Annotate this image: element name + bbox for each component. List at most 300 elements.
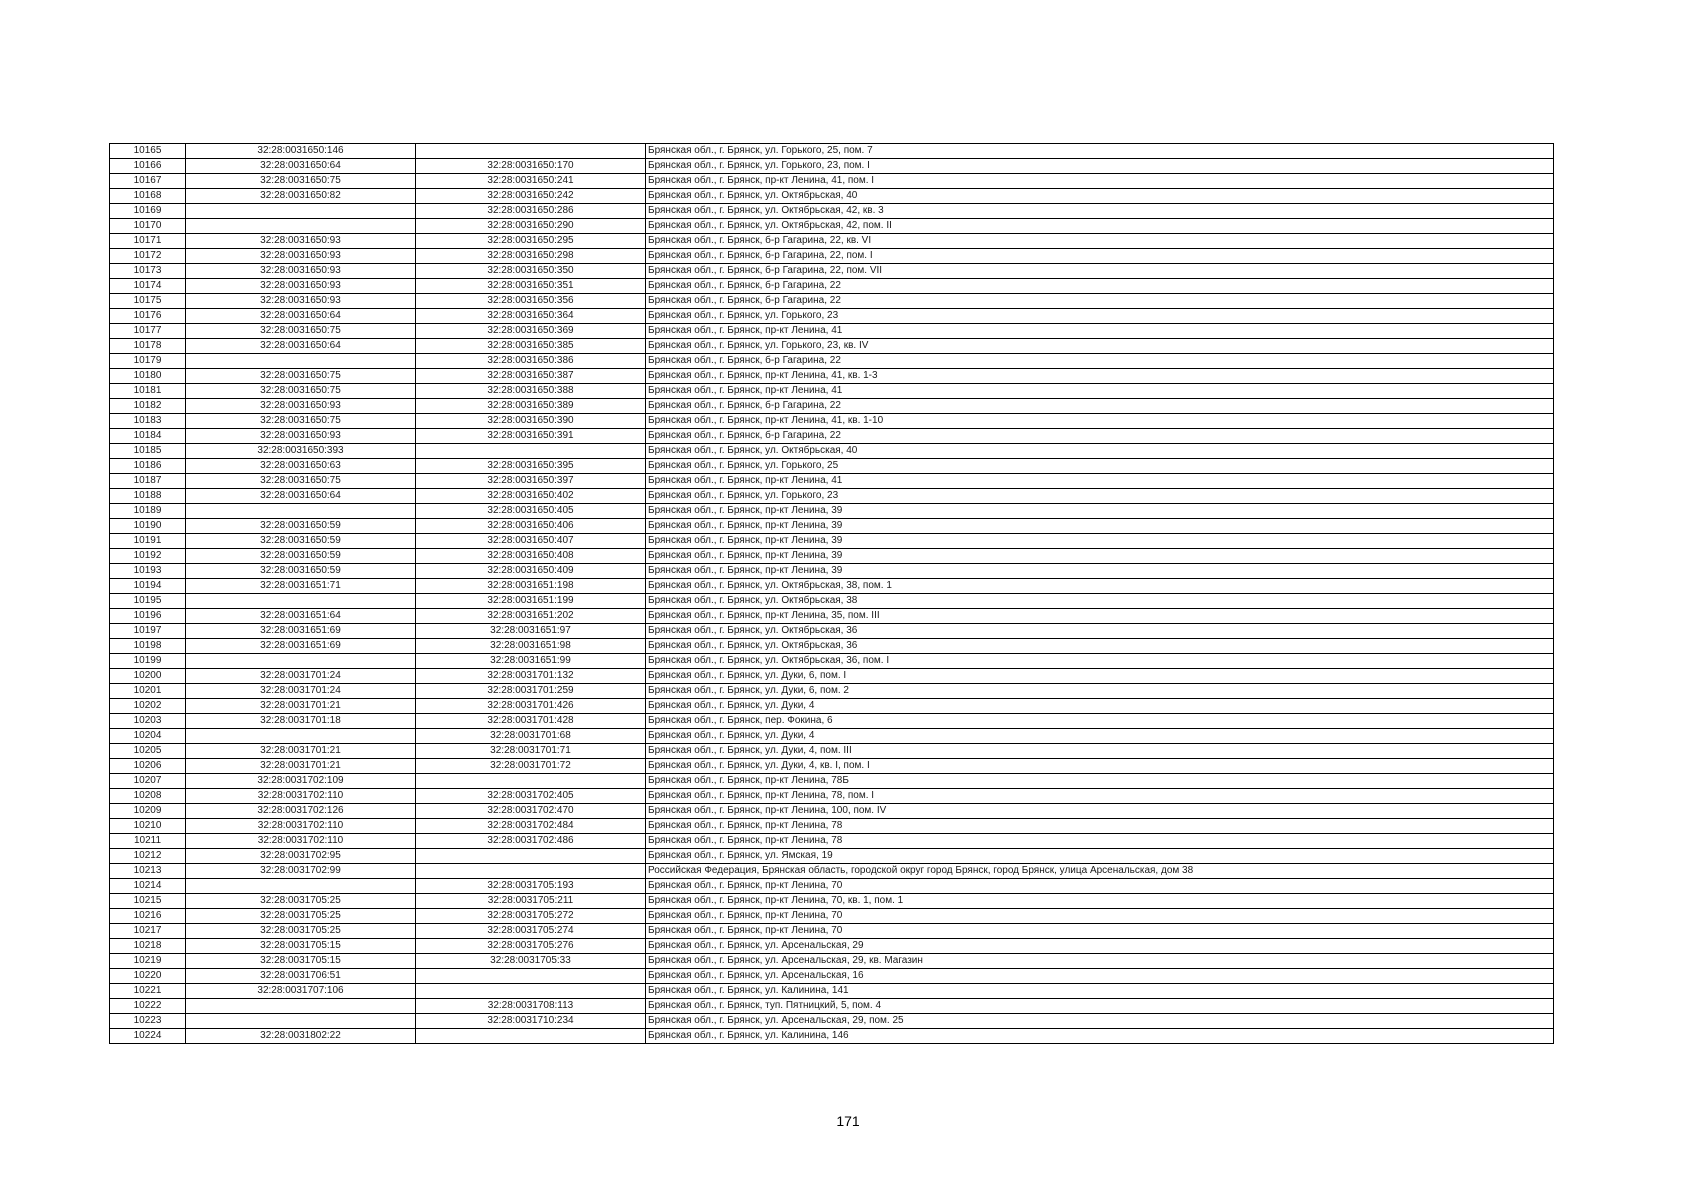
table-row [110,594,1554,609]
row-number-cell: 10200 [110,669,186,684]
address-cell: Брянская обл., г. Брянск, пр-кт Ленина, 39 [646,534,1554,549]
table-row [110,549,1554,564]
land-cadastral-number-cell [186,654,416,669]
land-cadastral-number-cell [186,999,416,1014]
row-number-cell: 10224 [110,1029,186,1044]
address-cell: Брянская обл., г. Брянск, б-р Гагарина, 22, пом. VII [646,264,1554,279]
table-row [110,834,1554,849]
object-cadastral-number-cell: 32:28:0031702:405 [416,789,646,804]
address-cell: Брянская обл., г. Брянск, ул. Дуки, 6, пом. I [646,669,1554,684]
row-number-cell: 10185 [110,444,186,459]
object-cadastral-number-cell: 32:28:0031705:272 [416,909,646,924]
land-cadastral-number-cell: 32:28:0031702:95 [186,849,416,864]
table-row [110,819,1554,834]
object-cadastral-number-cell: 32:28:0031650:390 [416,414,646,429]
address-cell: Брянская обл., г. Брянск, пр-кт Ленина, 41 [646,324,1554,339]
table-row [110,954,1554,969]
row-number-cell: 10184 [110,429,186,444]
land-cadastral-number-cell: 32:28:0031702:110 [186,789,416,804]
object-cadastral-number-cell: 32:28:0031650:170 [416,159,646,174]
land-cadastral-number-cell: 32:28:0031650:59 [186,564,416,579]
object-cadastral-number-cell: 32:28:0031701:71 [416,744,646,759]
row-number-cell: 10192 [110,549,186,564]
row-number-cell: 10205 [110,744,186,759]
object-cadastral-number-cell: 32:28:0031650:242 [416,189,646,204]
row-number-cell: 10190 [110,519,186,534]
object-cadastral-number-cell: 32:28:0031701:428 [416,714,646,729]
land-cadastral-number-cell: 32:28:0031705:25 [186,924,416,939]
row-number-cell: 10221 [110,984,186,999]
object-cadastral-number-cell: 32:28:0031650:386 [416,354,646,369]
table-row [110,159,1554,174]
table-row [110,399,1554,414]
address-cell: Брянская обл., г. Брянск, пр-кт Ленина, 41, пом. I [646,174,1554,189]
table-row [110,669,1554,684]
table-row [110,774,1554,789]
address-cell: Брянская обл., г. Брянск, ул. Горького, 23, кв. IV [646,339,1554,354]
row-number-cell: 10171 [110,234,186,249]
object-cadastral-number-cell: 32:28:0031650:351 [416,279,646,294]
object-cadastral-number-cell: 32:28:0031702:486 [416,834,646,849]
land-cadastral-number-cell: 32:28:0031651:69 [186,639,416,654]
row-number-cell: 10218 [110,939,186,954]
object-cadastral-number-cell: 32:28:0031650:388 [416,384,646,399]
object-cadastral-number-cell: 32:28:0031701:68 [416,729,646,744]
address-cell: Брянская обл., г. Брянск, ул. Арсенальская, 16 [646,969,1554,984]
row-number-cell: 10209 [110,804,186,819]
row-number-cell: 10206 [110,759,186,774]
address-cell: Брянская обл., г. Брянск, пр-кт Ленина, 78 [646,819,1554,834]
object-cadastral-number-cell: 32:28:0031650:408 [416,549,646,564]
object-cadastral-number-cell: 32:28:0031650:295 [416,234,646,249]
land-cadastral-number-cell: 32:28:0031650:93 [186,234,416,249]
row-number-cell: 10203 [110,714,186,729]
table-row [110,459,1554,474]
registry-table-body [110,144,1554,1044]
land-cadastral-number-cell: 32:28:0031650:75 [186,474,416,489]
object-cadastral-number-cell: 32:28:0031708:113 [416,999,646,1014]
object-cadastral-number-cell: 32:28:0031650:391 [416,429,646,444]
row-number-cell: 10168 [110,189,186,204]
table-row [110,354,1554,369]
address-cell: Брянская обл., г. Брянск, пр-кт Ленина, 41 [646,474,1554,489]
row-number-cell: 10208 [110,789,186,804]
table-row [110,639,1554,654]
land-cadastral-number-cell: 32:28:0031650:63 [186,459,416,474]
row-number-cell: 10167 [110,174,186,189]
address-cell: Брянская обл., г. Брянск, пр-кт Ленина, 41 [646,384,1554,399]
table-row [110,654,1554,669]
address-cell: Брянская обл., г. Брянск, ул. Октябрьская, 36 [646,639,1554,654]
land-cadastral-number-cell: 32:28:0031701:21 [186,759,416,774]
row-number-cell: 10201 [110,684,186,699]
land-cadastral-number-cell: 32:28:0031650:59 [186,519,416,534]
address-cell: Брянская обл., г. Брянск, б-р Гагарина, 22 [646,399,1554,414]
object-cadastral-number-cell: 32:28:0031705:193 [416,879,646,894]
row-number-cell: 10183 [110,414,186,429]
table-row [110,294,1554,309]
object-cadastral-number-cell: 32:28:0031651:198 [416,579,646,594]
land-cadastral-number-cell: 32:28:0031651:71 [186,579,416,594]
land-cadastral-number-cell: 32:28:0031651:64 [186,609,416,624]
address-cell: Брянская обл., г. Брянск, б-р Гагарина, 22 [646,354,1554,369]
object-cadastral-number-cell: 32:28:0031705:211 [416,894,646,909]
table-row [110,789,1554,804]
table-row [110,144,1554,159]
row-number-cell: 10186 [110,459,186,474]
row-number-cell: 10210 [110,819,186,834]
row-number-cell: 10211 [110,834,186,849]
address-cell: Брянская обл., г. Брянск, пр-кт Ленина, 39 [646,519,1554,534]
object-cadastral-number-cell: 32:28:0031651:199 [416,594,646,609]
land-cadastral-number-cell [186,879,416,894]
land-cadastral-number-cell: 32:28:0031650:82 [186,189,416,204]
land-cadastral-number-cell: 32:28:0031650:93 [186,249,416,264]
address-cell: Брянская обл., г. Брянск, б-р Гагарина, 22 [646,429,1554,444]
row-number-cell: 10182 [110,399,186,414]
object-cadastral-number-cell [416,774,646,789]
table-row [110,609,1554,624]
land-cadastral-number-cell: 32:28:0031650:93 [186,429,416,444]
table-row [110,744,1554,759]
land-cadastral-number-cell: 32:28:0031650:75 [186,384,416,399]
land-cadastral-number-cell: 32:28:0031705:15 [186,954,416,969]
address-cell: Брянская обл., г. Брянск, ул. Горького, 25 [646,459,1554,474]
object-cadastral-number-cell: 32:28:0031651:202 [416,609,646,624]
address-cell: Брянская обл., г. Брянск, пр-кт Ленина, 39 [646,564,1554,579]
table-row [110,249,1554,264]
object-cadastral-number-cell: 32:28:0031650:407 [416,534,646,549]
table-row [110,579,1554,594]
land-cadastral-number-cell: 32:28:0031701:24 [186,684,416,699]
object-cadastral-number-cell [416,864,646,879]
address-cell: Брянская обл., г. Брянск, пр-кт Ленина, 70 [646,879,1554,894]
land-cadastral-number-cell: 32:28:0031650:93 [186,264,416,279]
row-number-cell: 10191 [110,534,186,549]
object-cadastral-number-cell [416,849,646,864]
address-cell: Брянская обл., г. Брянск, ул. Горького, 23, пом. I [646,159,1554,174]
land-cadastral-number-cell [186,504,416,519]
table-row [110,204,1554,219]
table-row [110,189,1554,204]
land-cadastral-number-cell [186,729,416,744]
table-row [110,699,1554,714]
object-cadastral-number-cell: 32:28:0031701:72 [416,759,646,774]
object-cadastral-number-cell: 32:28:0031710:234 [416,1014,646,1029]
table-row [110,684,1554,699]
object-cadastral-number-cell: 32:28:0031651:97 [416,624,646,639]
row-number-cell: 10216 [110,909,186,924]
row-number-cell: 10217 [110,924,186,939]
address-cell: Брянская обл., г. Брянск, ул. Арсенальская, 29, кв. Магазин [646,954,1554,969]
address-cell: Брянская обл., г. Брянск, пр-кт Ленина, 100, пом. IV [646,804,1554,819]
table-row [110,864,1554,879]
object-cadastral-number-cell: 32:28:0031701:132 [416,669,646,684]
row-number-cell: 10178 [110,339,186,354]
row-number-cell: 10198 [110,639,186,654]
land-cadastral-number-cell: 32:28:0031701:24 [186,669,416,684]
address-cell: Брянская обл., г. Брянск, ул. Октябрьская, 40 [646,189,1554,204]
row-number-cell: 10212 [110,849,186,864]
address-cell: Брянская обл., г. Брянск, ул. Арсенальская, 29, пом. 25 [646,1014,1554,1029]
table-row [110,804,1554,819]
land-cadastral-number-cell: 32:28:0031705:25 [186,909,416,924]
object-cadastral-number-cell: 32:28:0031650:298 [416,249,646,264]
address-cell: Брянская обл., г. Брянск, ул. Октябрьская, 42, пом. II [646,219,1554,234]
address-cell: Брянская обл., г. Брянск, туп. Пятницкий, 5, пом. 4 [646,999,1554,1014]
land-cadastral-number-cell: 32:28:0031650:393 [186,444,416,459]
land-cadastral-number-cell: 32:28:0031650:59 [186,549,416,564]
row-number-cell: 10166 [110,159,186,174]
address-cell: Брянская обл., г. Брянск, пер. Фокина, 6 [646,714,1554,729]
object-cadastral-number-cell: 32:28:0031650:406 [416,519,646,534]
row-number-cell: 10187 [110,474,186,489]
object-cadastral-number-cell: 32:28:0031701:426 [416,699,646,714]
table-row [110,444,1554,459]
land-cadastral-number-cell: 32:28:0031702:126 [186,804,416,819]
land-cadastral-number-cell: 32:28:0031702:110 [186,834,416,849]
table-row [110,324,1554,339]
land-cadastral-number-cell [186,1014,416,1029]
object-cadastral-number-cell: 32:28:0031650:241 [416,174,646,189]
address-cell: Брянская обл., г. Брянск, ул. Октябрьская, 36 [646,624,1554,639]
row-number-cell: 10172 [110,249,186,264]
address-cell: Брянская обл., г. Брянск, ул. Дуки, 4, пом. III [646,744,1554,759]
table-row [110,309,1554,324]
land-cadastral-number-cell [186,594,416,609]
land-cadastral-number-cell: 32:28:0031650:93 [186,399,416,414]
object-cadastral-number-cell: 32:28:0031705:276 [416,939,646,954]
object-cadastral-number-cell [416,144,646,159]
land-cadastral-number-cell: 32:28:0031650:75 [186,324,416,339]
table-row [110,909,1554,924]
object-cadastral-number-cell [416,969,646,984]
object-cadastral-number-cell [416,984,646,999]
row-number-cell: 10174 [110,279,186,294]
row-number-cell: 10223 [110,1014,186,1029]
address-cell: Российская Федерация, Брянская область, городской округ город Брянск, город Брянск, улица Арсенальская, дом 38 [646,864,1554,879]
object-cadastral-number-cell: 32:28:0031702:470 [416,804,646,819]
row-number-cell: 10173 [110,264,186,279]
table-row [110,414,1554,429]
address-cell: Брянская обл., г. Брянск, пр-кт Ленина, 70 [646,909,1554,924]
object-cadastral-number-cell: 32:28:0031650:387 [416,369,646,384]
row-number-cell: 10219 [110,954,186,969]
object-cadastral-number-cell: 32:28:0031650:397 [416,474,646,489]
land-cadastral-number-cell: 32:28:0031702:110 [186,819,416,834]
address-cell: Брянская обл., г. Брянск, ул. Октябрьская, 42, кв. 3 [646,204,1554,219]
land-cadastral-number-cell: 32:28:0031701:21 [186,744,416,759]
object-cadastral-number-cell: 32:28:0031650:389 [416,399,646,414]
table-row [110,984,1554,999]
land-cadastral-number-cell: 32:28:0031701:21 [186,699,416,714]
table-row [110,759,1554,774]
address-cell: Брянская обл., г. Брянск, ул. Горького, 23 [646,489,1554,504]
table-row [110,339,1554,354]
row-number-cell: 10215 [110,894,186,909]
row-number-cell: 10196 [110,609,186,624]
table-row [110,219,1554,234]
object-cadastral-number-cell: 32:28:0031705:33 [416,954,646,969]
row-number-cell: 10169 [110,204,186,219]
land-cadastral-number-cell: 32:28:0031650:93 [186,279,416,294]
land-cadastral-number-cell: 32:28:0031650:64 [186,339,416,354]
table-row [110,1029,1554,1044]
address-cell: Брянская обл., г. Брянск, ул. Арсенальская, 29 [646,939,1554,954]
object-cadastral-number-cell [416,444,646,459]
registry-table [109,143,1554,1044]
object-cadastral-number-cell: 32:28:0031651:98 [416,639,646,654]
land-cadastral-number-cell [186,204,416,219]
address-cell: Брянская обл., г. Брянск, ул. Октябрьская, 36, пом. I [646,654,1554,669]
row-number-cell: 10179 [110,354,186,369]
table-row [110,714,1554,729]
address-cell: Брянская обл., г. Брянск, ул. Дуки, 6, пом. 2 [646,684,1554,699]
land-cadastral-number-cell: 32:28:0031650:146 [186,144,416,159]
object-cadastral-number-cell [416,1029,646,1044]
row-number-cell: 10170 [110,219,186,234]
row-number-cell: 10193 [110,564,186,579]
table-row [110,279,1554,294]
address-cell: Брянская обл., г. Брянск, ул. Калинина, 141 [646,984,1554,999]
land-cadastral-number-cell: 32:28:0031707:106 [186,984,416,999]
address-cell: Брянская обл., г. Брянск, ул. Дуки, 4 [646,699,1554,714]
table-row [110,624,1554,639]
row-number-cell: 10204 [110,729,186,744]
land-cadastral-number-cell: 32:28:0031702:109 [186,774,416,789]
table-row [110,384,1554,399]
table-row [110,924,1554,939]
table-row [110,534,1554,549]
object-cadastral-number-cell: 32:28:0031650:350 [416,264,646,279]
table-row [110,849,1554,864]
address-cell: Брянская обл., г. Брянск, ул. Октябрьская, 38 [646,594,1554,609]
table-row [110,939,1554,954]
land-cadastral-number-cell: 32:28:0031650:64 [186,489,416,504]
address-cell: Брянская обл., г. Брянск, пр-кт Ленина, 39 [646,504,1554,519]
row-number-cell: 10181 [110,384,186,399]
page-number: 171 [836,1113,860,1129]
table-row [110,969,1554,984]
table-row [110,174,1554,189]
address-cell: Брянская обл., г. Брянск, ул. Дуки, 4 [646,729,1554,744]
row-number-cell: 10188 [110,489,186,504]
object-cadastral-number-cell: 32:28:0031650:369 [416,324,646,339]
address-cell: Брянская обл., г. Брянск, пр-кт Ленина, 70 [646,924,1554,939]
land-cadastral-number-cell: 32:28:0031802:22 [186,1029,416,1044]
row-number-cell: 10199 [110,654,186,669]
table-row [110,429,1554,444]
land-cadastral-number-cell: 32:28:0031705:25 [186,894,416,909]
table-row [110,1014,1554,1029]
address-cell: Брянская обл., г. Брянск, пр-кт Ленина, 35, пом. III [646,609,1554,624]
address-cell: Брянская обл., г. Брянск, пр-кт Ленина, 41, кв. 1-3 [646,369,1554,384]
table-row [110,504,1554,519]
object-cadastral-number-cell: 32:28:0031702:484 [416,819,646,834]
object-cadastral-number-cell: 32:28:0031650:364 [416,309,646,324]
table-row [110,894,1554,909]
object-cadastral-number-cell: 32:28:0031650:290 [416,219,646,234]
address-cell: Брянская обл., г. Брянск, пр-кт Ленина, 78 [646,834,1554,849]
address-cell: Брянская обл., г. Брянск, ул. Горького, 23 [646,309,1554,324]
row-number-cell: 10165 [110,144,186,159]
land-cadastral-number-cell: 32:28:0031650:64 [186,159,416,174]
object-cadastral-number-cell: 32:28:0031651:99 [416,654,646,669]
address-cell: Брянская обл., г. Брянск, б-р Гагарина, 22 [646,294,1554,309]
table-row [110,474,1554,489]
row-number-cell: 10220 [110,969,186,984]
row-number-cell: 10207 [110,774,186,789]
row-number-cell: 10214 [110,879,186,894]
land-cadastral-number-cell: 32:28:0031650:93 [186,294,416,309]
row-number-cell: 10213 [110,864,186,879]
land-cadastral-number-cell: 32:28:0031701:18 [186,714,416,729]
land-cadastral-number-cell [186,354,416,369]
row-number-cell: 10222 [110,999,186,1014]
object-cadastral-number-cell: 32:28:0031650:402 [416,489,646,504]
row-number-cell: 10195 [110,594,186,609]
object-cadastral-number-cell: 32:28:0031701:259 [416,684,646,699]
address-cell: Брянская обл., г. Брянск, пр-кт Ленина, 70, кв. 1, пом. 1 [646,894,1554,909]
row-number-cell: 10194 [110,579,186,594]
address-cell: Брянская обл., г. Брянск, ул. Ямская, 19 [646,849,1554,864]
land-cadastral-number-cell: 32:28:0031650:59 [186,534,416,549]
row-number-cell: 10177 [110,324,186,339]
land-cadastral-number-cell: 32:28:0031650:75 [186,174,416,189]
table-row [110,564,1554,579]
land-cadastral-number-cell: 32:28:0031651:69 [186,624,416,639]
address-cell: Брянская обл., г. Брянск, пр-кт Ленина, 78, пом. I [646,789,1554,804]
address-cell: Брянская обл., г. Брянск, б-р Гагарина, 22, кв. VI [646,234,1554,249]
land-cadastral-number-cell: 32:28:0031650:75 [186,369,416,384]
row-number-cell: 10175 [110,294,186,309]
object-cadastral-number-cell: 32:28:0031705:274 [416,924,646,939]
land-cadastral-number-cell: 32:28:0031650:64 [186,309,416,324]
table-row [110,489,1554,504]
table-row [110,264,1554,279]
object-cadastral-number-cell: 32:28:0031650:405 [416,504,646,519]
address-cell: Брянская обл., г. Брянск, ул. Горького, 25, пом. 7 [646,144,1554,159]
address-cell: Брянская обл., г. Брянск, пр-кт Ленина, 78Б [646,774,1554,789]
address-cell: Брянская обл., г. Брянск, пр-кт Ленина, 41, кв. 1-10 [646,414,1554,429]
table-row [110,519,1554,534]
address-cell: Брянская обл., г. Брянск, ул. Октябрьская, 38, пом. 1 [646,579,1554,594]
land-cadastral-number-cell: 32:28:0031702:99 [186,864,416,879]
table-row [110,729,1554,744]
row-number-cell: 10176 [110,309,186,324]
table-row [110,234,1554,249]
object-cadastral-number-cell: 32:28:0031650:395 [416,459,646,474]
address-cell: Брянская обл., г. Брянск, б-р Гагарина, 22, пом. I [646,249,1554,264]
land-cadastral-number-cell: 32:28:0031706:51 [186,969,416,984]
land-cadastral-number-cell [186,219,416,234]
table-row [110,999,1554,1014]
row-number-cell: 10202 [110,699,186,714]
row-number-cell: 10180 [110,369,186,384]
land-cadastral-number-cell: 32:28:0031650:75 [186,414,416,429]
address-cell: Брянская обл., г. Брянск, ул. Калинина, 146 [646,1029,1554,1044]
address-cell: Брянская обл., г. Брянск, ул. Дуки, 4, кв. I, пом. I [646,759,1554,774]
table-row [110,879,1554,894]
table-row [110,369,1554,384]
land-cadastral-number-cell: 32:28:0031705:15 [186,939,416,954]
address-cell: Брянская обл., г. Брянск, ул. Октябрьская, 40 [646,444,1554,459]
object-cadastral-number-cell: 32:28:0031650:286 [416,204,646,219]
object-cadastral-number-cell: 32:28:0031650:356 [416,294,646,309]
object-cadastral-number-cell: 32:28:0031650:409 [416,564,646,579]
row-number-cell: 10197 [110,624,186,639]
row-number-cell: 10189 [110,504,186,519]
